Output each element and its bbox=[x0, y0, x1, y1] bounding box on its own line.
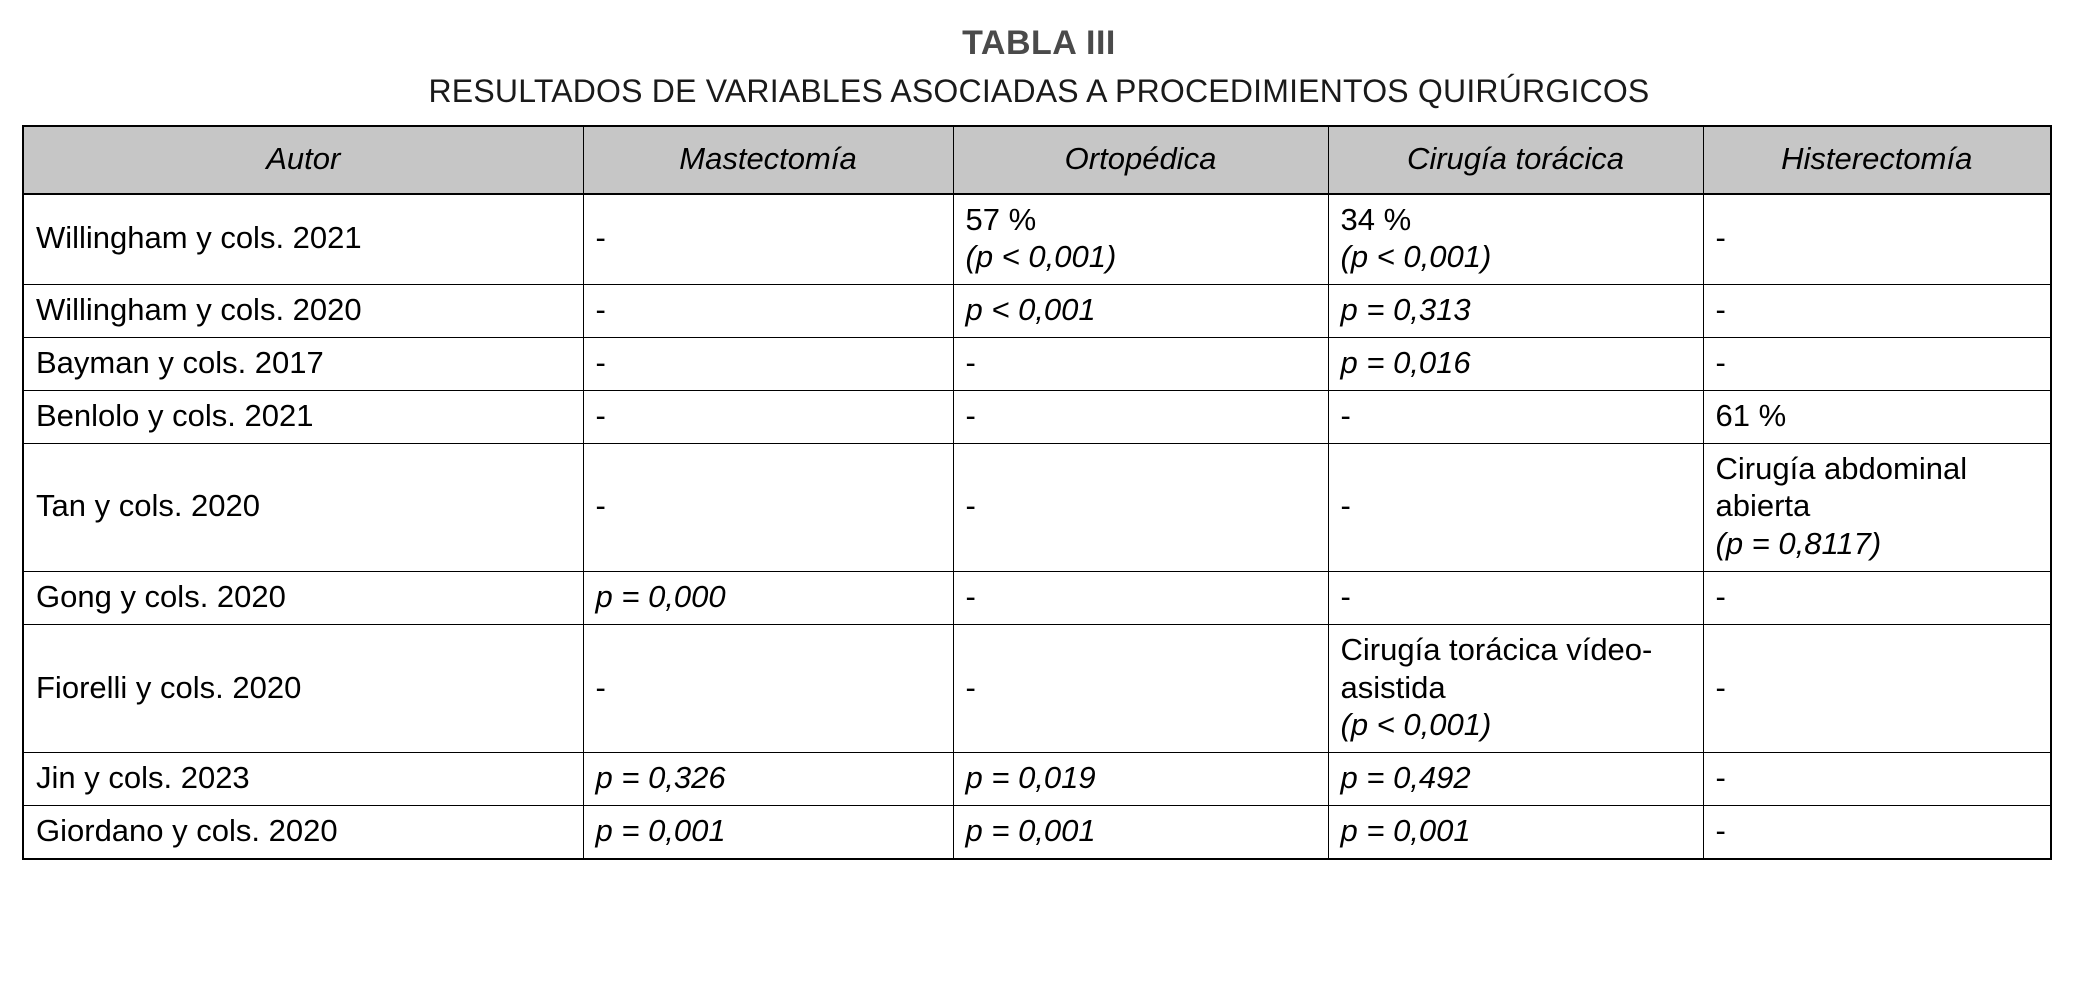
cell-line: (p = 0,8117) bbox=[1715, 526, 1882, 562]
cell-line: - bbox=[965, 669, 976, 705]
cell-line: - bbox=[965, 488, 976, 524]
table-row bbox=[23, 806, 2051, 859]
cell-cirugia-toracica bbox=[1328, 285, 1703, 338]
column-header-cirugia-toracica: Cirugía torácica bbox=[1328, 126, 1703, 194]
cell-line: - bbox=[1715, 344, 1726, 380]
cell-histerectomia bbox=[1703, 806, 2051, 859]
cell-histerectomia bbox=[1703, 285, 2051, 338]
table-row bbox=[23, 443, 2051, 571]
cell-line: - bbox=[965, 344, 976, 380]
cell-line: p = 0,019 bbox=[965, 760, 1096, 796]
table-row bbox=[23, 753, 2051, 806]
cell-line: - bbox=[965, 397, 976, 433]
cell-cirugia-toracica bbox=[1328, 624, 1703, 752]
cell-cirugia-toracica bbox=[1328, 806, 1703, 859]
cell-line: p = 0,016 bbox=[1340, 344, 1471, 380]
cell-histerectomia bbox=[1703, 443, 2051, 571]
cell-cirugia-toracica bbox=[1328, 443, 1703, 571]
cell-line: - bbox=[1340, 579, 1351, 614]
cell-line: - bbox=[1715, 760, 1726, 796]
cell-line: p = 0,313 bbox=[1340, 292, 1471, 328]
cell-line: (p < 0,001) bbox=[965, 239, 1117, 275]
cell-autor: Willingham y cols. 2020 bbox=[23, 285, 583, 338]
cell-autor: Benlolo y cols. 2021 bbox=[23, 390, 583, 443]
cell-line: p = 0,001 bbox=[965, 813, 1096, 849]
cell-ortopedica bbox=[953, 337, 1328, 390]
cell-histerectomia bbox=[1703, 390, 2051, 443]
cell-line: Cirugía torácica vídeo-asistida bbox=[1340, 631, 1653, 705]
cell-line: p = 0,001 bbox=[595, 813, 726, 849]
cell-line: - bbox=[1715, 669, 1726, 705]
cell-line: 34 % bbox=[1340, 201, 1412, 237]
table-row bbox=[23, 194, 2051, 285]
cell-line: (p < 0,001) bbox=[1340, 239, 1492, 275]
cell-mastectomia bbox=[583, 572, 953, 625]
cell-mastectomia bbox=[583, 285, 953, 338]
cell-autor: Gong y cols. 2020 bbox=[23, 572, 583, 625]
table-row bbox=[23, 572, 2051, 625]
cell-ortopedica bbox=[953, 443, 1328, 571]
cell-ortopedica bbox=[953, 624, 1328, 752]
cell-cirugia-toracica bbox=[1328, 337, 1703, 390]
column-header-ortopedica: Ortopédica bbox=[953, 126, 1328, 194]
cell-ortopedica bbox=[953, 806, 1328, 859]
cell-ortopedica bbox=[953, 572, 1328, 625]
results-table bbox=[22, 125, 2052, 860]
table-header bbox=[23, 126, 2051, 194]
cell-mastectomia bbox=[583, 624, 953, 752]
cell-mastectomia bbox=[583, 753, 953, 806]
cell-cirugia-toracica bbox=[1328, 390, 1703, 443]
cell-autor: Willingham y cols. 2021 bbox=[23, 194, 583, 285]
cell-line: - bbox=[1340, 397, 1351, 433]
cell-line: - bbox=[595, 488, 606, 524]
cell-line: 61 % bbox=[1715, 397, 1787, 433]
cell-autor: Fiorelli y cols. 2020 bbox=[23, 624, 583, 752]
cell-cirugia-toracica bbox=[1328, 194, 1703, 285]
cell-ortopedica bbox=[953, 390, 1328, 443]
cell-line: - bbox=[595, 669, 606, 705]
column-header-histerectomia: Histerectomía bbox=[1703, 126, 2051, 194]
cell-ortopedica bbox=[953, 194, 1328, 285]
cell-line: Cirugía abdominal abierta bbox=[1715, 450, 1968, 524]
table-row bbox=[23, 337, 2051, 390]
cell-cirugia-toracica bbox=[1328, 753, 1703, 806]
cell-ortopedica bbox=[953, 753, 1328, 806]
cell-autor: Giordano y cols. 2020 bbox=[23, 806, 583, 859]
cell-histerectomia bbox=[1703, 337, 2051, 390]
table-body bbox=[23, 194, 2051, 859]
cell-histerectomia bbox=[1703, 572, 2051, 625]
cell-line: - bbox=[1715, 220, 1726, 256]
table-row bbox=[23, 624, 2051, 752]
cell-autor: Tan y cols. 2020 bbox=[23, 443, 583, 571]
cell-mastectomia bbox=[583, 806, 953, 859]
cell-mastectomia bbox=[583, 443, 953, 571]
cell-histerectomia bbox=[1703, 624, 2051, 752]
column-header-autor: Autor bbox=[23, 126, 583, 194]
cell-line: - bbox=[595, 344, 606, 380]
cell-line: (p < 0,001) bbox=[1340, 707, 1492, 743]
cell-histerectomia bbox=[1703, 753, 2051, 806]
cell-line: - bbox=[595, 292, 606, 328]
cell-ortopedica bbox=[953, 285, 1328, 338]
table-number: TABLA III bbox=[962, 24, 1116, 62]
table-caption: RESULTADOS DE VARIABLES ASOCIADAS A PROCEDIMIENTOS QUIRÚRGICOS bbox=[428, 72, 1650, 109]
table-header-row bbox=[23, 126, 2051, 194]
cell-line: 57 % bbox=[965, 201, 1037, 237]
cell-line: - bbox=[1715, 813, 1726, 849]
cell-line: - bbox=[595, 220, 606, 256]
cell-line: p = 0,000 bbox=[595, 579, 726, 614]
cell-line: - bbox=[595, 397, 606, 433]
cell-histerectomia bbox=[1703, 194, 2051, 285]
cell-line: - bbox=[1715, 292, 1726, 328]
cell-autor: Jin y cols. 2023 bbox=[23, 753, 583, 806]
cell-mastectomia bbox=[583, 194, 953, 285]
table-row bbox=[23, 285, 2051, 338]
cell-mastectomia bbox=[583, 337, 953, 390]
cell-line: p = 0,326 bbox=[595, 760, 726, 796]
cell-mastectomia bbox=[583, 390, 953, 443]
cell-autor: Bayman y cols. 2017 bbox=[23, 337, 583, 390]
cell-cirugia-toracica bbox=[1328, 572, 1703, 625]
table-title-block bbox=[22, 22, 2056, 111]
cell-line: p = 0,001 bbox=[1340, 813, 1471, 849]
column-header-mastectomia: Mastectomía bbox=[583, 126, 953, 194]
cell-line: p = 0,492 bbox=[1340, 760, 1471, 796]
table-row bbox=[23, 390, 2051, 443]
cell-line: - bbox=[965, 579, 976, 614]
cell-line: - bbox=[1340, 488, 1351, 524]
cell-line: p < 0,001 bbox=[965, 292, 1096, 328]
cell-line: - bbox=[1715, 579, 1726, 614]
